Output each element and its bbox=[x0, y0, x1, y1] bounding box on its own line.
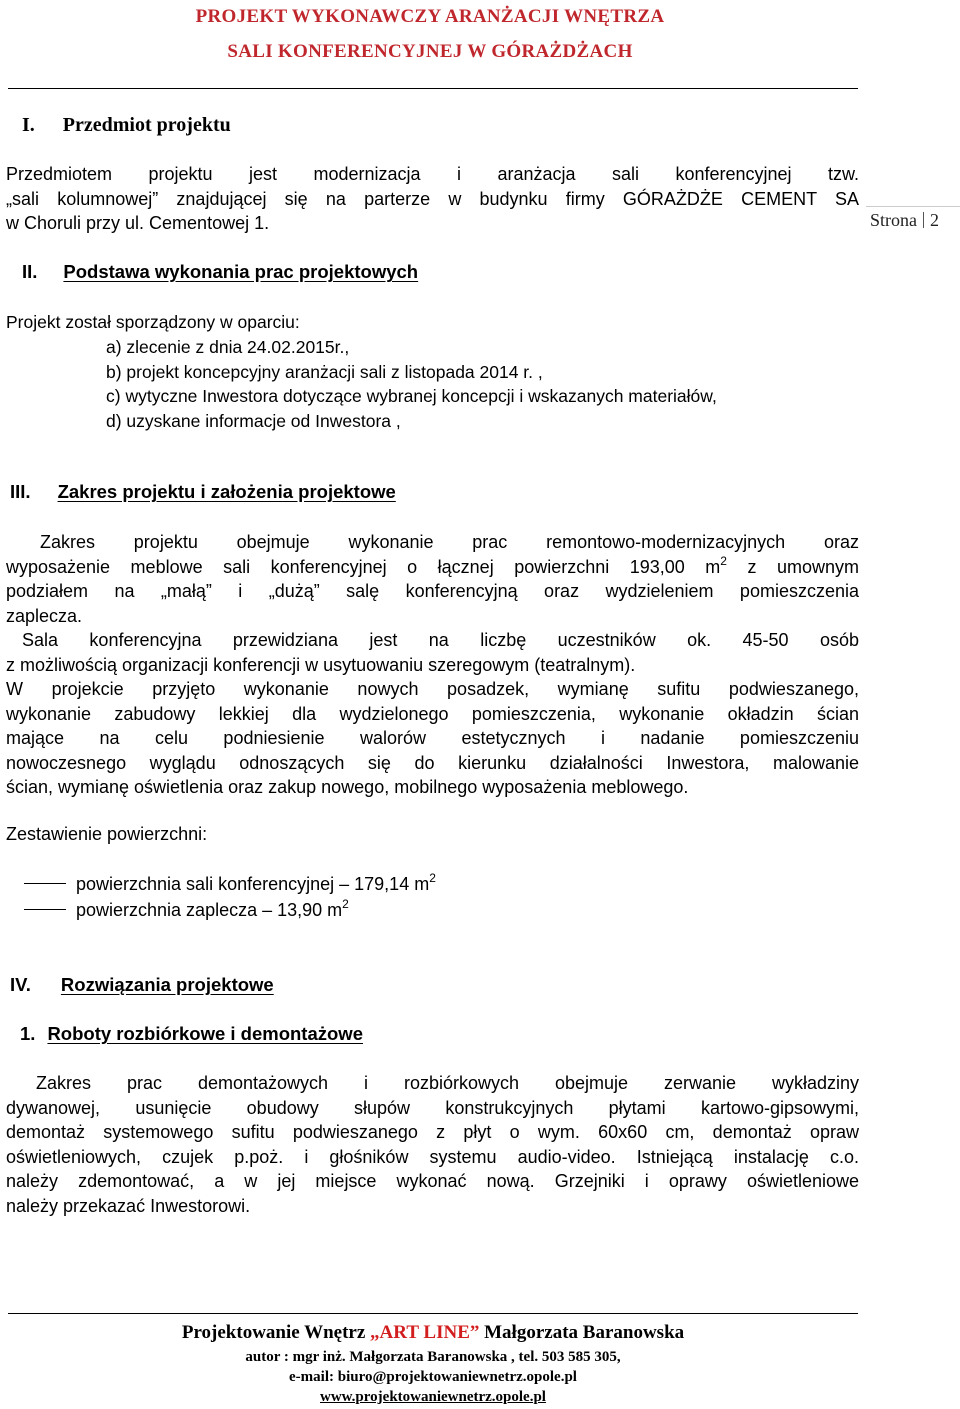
paragraph-line: należy zdemontować, a w jej miejsce wykonać nową. Grzejniki i oprawy oświetleniowe bbox=[6, 1171, 859, 1192]
paragraph-line: zaplecza. bbox=[6, 605, 83, 626]
text-part: z umownym bbox=[726, 556, 859, 577]
section-1-paragraph bbox=[6, 162, 859, 236]
document-header-subtitle: SALI KONFERENCYJNEJ W GÓRAŻDŻACH bbox=[227, 41, 633, 62]
paragraph-line bbox=[6, 555, 859, 580]
subsection-title: Roboty rozbiórkowe i demontażowe bbox=[47, 1023, 363, 1044]
paragraph-line: dywanowej, usunięcie obudowy słupów konstrukcyjnych płytami kartowo-gipsowymi, bbox=[6, 1097, 859, 1118]
superscript: 2 bbox=[342, 897, 349, 911]
section-4-paragraph bbox=[6, 1071, 859, 1219]
paragraph-line: podziałem na „małą” i „dużą” salę konferencyjną oraz wydzieleniem pomieszczenia bbox=[6, 581, 859, 602]
section-3-paragraph-1 bbox=[6, 530, 859, 628]
area-summary-label: Zestawienie powierzchni: bbox=[6, 824, 208, 844]
page-number-divider bbox=[866, 206, 960, 207]
superscript: 2 bbox=[429, 871, 436, 885]
paragraph-line: W projekcie przyjęto wykonanie nowych posadzek, wymianę sufitu podwieszanego, bbox=[6, 679, 859, 699]
section-2-intro: Projekt został sporządzony w oparciu: bbox=[6, 312, 300, 332]
paragraph-line: w Choruli przy ul. Cementowej 1. bbox=[6, 213, 270, 234]
footer-email[interactable]: e-mail: biuro@projektowaniewnetrz.opole.pl bbox=[289, 1369, 577, 1385]
paragraph-line: Zakres projektu obejmuje wykonanie prac remontowo-modernizacyjnych oraz bbox=[40, 532, 859, 552]
paragraph-line: ścian, wymianę oświetlenia oraz zakup nowego, mobilnego wyposażenia meblowego. bbox=[6, 777, 689, 798]
document-header-title: PROJEKT WYKONAWCZY ARANŻACJI WNĘTRZA bbox=[195, 6, 665, 27]
dash-bullet bbox=[24, 909, 66, 910]
basis-list bbox=[106, 335, 717, 433]
company-text: Projektowanie Wnętrz bbox=[181, 1322, 371, 1343]
superscript: 2 bbox=[720, 553, 727, 568]
section-title: Przedmiot projektu bbox=[62, 114, 231, 136]
footer-author: autor : mgr inż. Małgorzata Baranowska , tel. 503 585 305, bbox=[245, 1349, 621, 1365]
paragraph-line: Sala konferencyjna przewidziana jest na liczbę uczestników ok. 45-50 osób bbox=[22, 630, 859, 650]
dash-bullet bbox=[24, 883, 66, 884]
text-part: wyposażenie meblowe sali konferencyjnej o łącznej powierzchni 193,00 m bbox=[6, 556, 721, 577]
brand-name: „ART LINE” bbox=[370, 1322, 480, 1343]
company-text: Małgorzata Baranowska bbox=[479, 1322, 685, 1343]
area-text: powierzchnia zaplecza – 13,90 m bbox=[76, 900, 343, 920]
header-divider bbox=[8, 88, 858, 89]
paragraph-line: nowoczesnego wyglądu odnoszących się do kierunku działalności Inwestora, malowanie bbox=[6, 752, 859, 773]
section-title: Rozwiązania projektowe bbox=[60, 974, 274, 995]
list-item: b) projekt koncepcyjny aranżacji sali z listopada 2014 r. , bbox=[106, 361, 543, 382]
paragraph-line: demontaż systemowego sufitu podwieszanego z płyt o wym. 60x60 cm, demontaż opraw bbox=[6, 1122, 859, 1143]
paragraph-line: „sali kolumnowej” znajdującej się na parterze w budynku firmy GÓRAŻDŻE CEMENT SA bbox=[6, 188, 859, 209]
section-number: II. bbox=[22, 261, 38, 282]
footer-company bbox=[0, 1322, 866, 1344]
paragraph-line: oświetleniowych, czujek p.poż. i głośników systemu audio-video. Istniejącą instalację c.o. bbox=[6, 1146, 859, 1167]
section-heading-3 bbox=[10, 481, 396, 503]
footer-divider bbox=[8, 1313, 858, 1314]
footer-website-link[interactable]: www.projektowaniewnetrz.opole.pl bbox=[320, 1389, 546, 1405]
section-number: I. bbox=[22, 114, 35, 136]
section-3-paragraph-3 bbox=[6, 677, 859, 800]
page-number-value: 2 bbox=[930, 210, 939, 230]
paragraph-line: Zakres prac demontażowych i rozbiórkowych obejmuje zerwanie wykładziny bbox=[36, 1073, 859, 1093]
paragraph-line: z możliwością organizacji konferencji w usytuowaniu szeregowym (teatralnym). bbox=[6, 654, 636, 675]
area-item-conference-room bbox=[24, 871, 436, 895]
section-number: IV. bbox=[10, 974, 31, 995]
list-item: d) uzyskane informacje od Inwestora , bbox=[106, 410, 401, 431]
page-number-separator bbox=[923, 212, 924, 228]
list-item: c) wytyczne Inwestora dotyczące wybranej koncepcji i wskazanych materiałów, bbox=[106, 386, 717, 407]
section-number: III. bbox=[10, 481, 31, 502]
section-heading-1 bbox=[22, 114, 231, 137]
section-3-paragraph-2 bbox=[6, 628, 859, 677]
subsection-number: 1. bbox=[20, 1023, 36, 1044]
page-label: Strona bbox=[870, 210, 917, 230]
subsection-heading-1 bbox=[20, 1023, 363, 1045]
paragraph-line: Przedmiotem projektu jest modernizacja i aranżacja sali konferencyjnej tzw. bbox=[6, 164, 859, 184]
section-title: Podstawa wykonania prac projektowych bbox=[63, 261, 419, 282]
paragraph-line: należy przekazać Inwestorowi. bbox=[6, 1195, 251, 1216]
paragraph-line: mające na celu podniesienie walorów estetycznych i nadanie pomieszczeniu bbox=[6, 728, 859, 749]
area-text: powierzchnia sali konferencyjnej – 179,14 m bbox=[76, 874, 430, 894]
section-heading-4 bbox=[10, 974, 274, 996]
section-title: Zakres projektu i założenia projektowe bbox=[57, 481, 396, 502]
page-number bbox=[870, 210, 939, 231]
list-item: a) zlecenie z dnia 24.02.2015r., bbox=[106, 337, 350, 357]
section-heading-2 bbox=[22, 261, 418, 283]
area-item-backroom bbox=[24, 897, 349, 921]
paragraph-line: wykonanie zabudowy lekkiej dla wydzielonego pomieszczenia, wykonanie okładzin ścian bbox=[6, 703, 859, 724]
